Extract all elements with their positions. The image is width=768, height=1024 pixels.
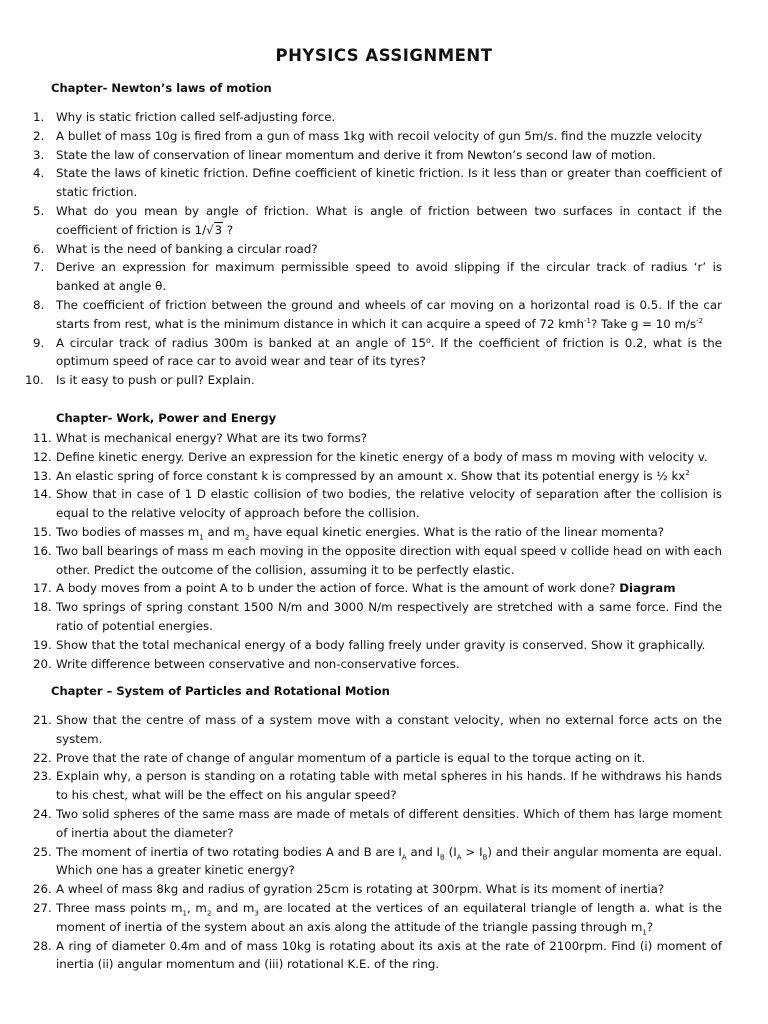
question-text: Write difference between conservative and non-conservative forces. bbox=[56, 656, 460, 671]
question-number: 24. bbox=[33, 806, 52, 821]
question-text: State the law of conservation of linear momentum and derive it from Newton’s second law of motion. bbox=[56, 147, 656, 162]
question-number: 27. bbox=[33, 900, 52, 915]
question-list-work-power-energy bbox=[0, 429, 722, 673]
question-text: (I bbox=[444, 844, 457, 859]
question-text: ? bbox=[646, 919, 654, 934]
question-number: 12. bbox=[33, 449, 52, 464]
question-item bbox=[0, 296, 722, 334]
question-text: -1 bbox=[584, 316, 591, 325]
question-text: A body moves from a point A to b under the action of force. What is the amount of work done? bbox=[56, 581, 620, 596]
question-text: B bbox=[482, 852, 488, 861]
question-text: Three mass points m bbox=[56, 900, 183, 915]
question-text: Show that the centre of mass of a system move with a constant velocity, when no external force acts on the system. bbox=[56, 713, 722, 746]
question-item bbox=[0, 258, 722, 296]
question-text: Diagram bbox=[619, 581, 676, 596]
question-number: 10. bbox=[25, 373, 44, 388]
question-text: ? bbox=[223, 222, 234, 237]
question-text: 2 bbox=[206, 909, 212, 918]
chapter-heading-rotational-motion: Chapter – System of Particles and Rotational Motion bbox=[51, 684, 390, 698]
question-text: 1 bbox=[199, 533, 204, 542]
question-text: The moment of inertia of two rotating bodies A and B are I bbox=[56, 844, 402, 859]
question-text: A ring of diameter 0.4m and of mass 10kg is rotating about its axis at the rate of 2100rpm. Find (i) moment of inertia (ii) angular momentum and (iii) rotational K.E. of the ring. bbox=[56, 938, 722, 972]
question-text: ? Take g = 10 m/s bbox=[590, 316, 697, 331]
question-text: and m bbox=[211, 900, 255, 915]
chapter-heading-newtons-laws: Chapter- Newton’s laws of motion bbox=[51, 81, 272, 95]
question-text: A bbox=[401, 852, 407, 861]
question-number: 20. bbox=[33, 656, 52, 671]
question-item bbox=[0, 598, 722, 636]
question-text: What is the need of banking a circular road? bbox=[56, 241, 318, 256]
question-text: What is mechanical energy? What are its two forms? bbox=[56, 431, 367, 445]
question-number: 18. bbox=[33, 600, 52, 615]
question-text: Two springs of spring constant 1500 N/m and 3000 N/m respectively are stretched with a same force. Find the ratio of potential energies. bbox=[56, 600, 722, 633]
question-text: > I bbox=[461, 844, 483, 859]
question-text: 3 bbox=[254, 909, 259, 918]
question-number: 8. bbox=[33, 297, 45, 312]
question-item bbox=[0, 371, 722, 390]
question-text: Two ball bearings of mass m each moving in the opposite direction with equal speed v collide head on with each other. Predict the outcome of the collision, assuming it to be perfectly elastic. bbox=[56, 543, 722, 577]
question-text: A bbox=[456, 852, 462, 861]
chapter-heading-work-power-energy: Chapter- Work, Power and Energy bbox=[56, 411, 277, 425]
question-text: Show that in case of 1 D elastic collision of two bodies, the relative velocity of separation after the collision is equal to the relative velocity of approach before the collision. bbox=[56, 487, 722, 521]
question-number: 7. bbox=[33, 260, 45, 275]
question-text: Explain why, a person is standing on a rotating table with metal spheres in his hands. If he withdraws his hands to his chest, what will be the effect on his angular speed? bbox=[56, 769, 722, 803]
question-text: Define kinetic energy. Derive an expression for the kinetic energy of a body of mass m moving with velocity v. bbox=[56, 449, 708, 464]
question-item bbox=[0, 579, 722, 598]
question-number: 19. bbox=[33, 637, 52, 652]
question-number: 23. bbox=[33, 769, 52, 784]
question-item bbox=[0, 655, 722, 674]
question-text: 1 bbox=[642, 928, 647, 937]
question-item bbox=[0, 899, 722, 937]
question-item bbox=[0, 164, 722, 202]
question-number: 22. bbox=[33, 750, 52, 765]
question-number: 17. bbox=[33, 581, 52, 596]
question-item bbox=[0, 523, 722, 542]
question-number: 26. bbox=[33, 882, 52, 897]
question-text: Two solid spheres of the same mass are made of metals of different densities. Which of them has large moment of inertia about the diameter? bbox=[56, 806, 722, 840]
page-title: PHYSICS ASSIGNMENT bbox=[275, 46, 493, 65]
question-item bbox=[0, 636, 722, 655]
question-item bbox=[0, 429, 722, 448]
question-text: State the laws of kinetic friction. Define coefficient of kinetic friction. Is it less than or greater than coefficient of static friction. bbox=[56, 166, 722, 200]
question-number: 13. bbox=[33, 468, 52, 483]
question-item bbox=[0, 448, 722, 467]
question-item bbox=[0, 485, 722, 523]
question-number: 4. bbox=[33, 166, 45, 181]
question-number: 11. bbox=[33, 431, 52, 445]
question-item bbox=[0, 749, 722, 768]
question-number: 2. bbox=[33, 128, 45, 143]
question-number: 21. bbox=[33, 713, 52, 727]
question-text: , m bbox=[186, 900, 207, 915]
question-number: 28. bbox=[33, 938, 52, 953]
question-number: 6. bbox=[33, 241, 45, 256]
question-text: Is it easy to push or pull? Explain. bbox=[56, 373, 255, 388]
question-number: 15. bbox=[33, 524, 52, 539]
question-text: and m bbox=[203, 524, 245, 539]
question-item bbox=[0, 127, 722, 146]
question-list-rotational-motion bbox=[0, 711, 722, 974]
question-text: ) and their angular momenta are equal. Which one has a greater kinetic energy? bbox=[56, 844, 722, 878]
question-text: An elastic spring of force constant k is compressed by an amount x. Show that its potential energy is ½ kx bbox=[56, 468, 686, 483]
question-text: A wheel of mass 8kg and radius of gyration 25cm is rotating at 300rpm. What is its moment of inertia? bbox=[56, 882, 665, 897]
question-text: Show that the total mechanical energy of a body falling freely under gravity is conserved. Show it graphically. bbox=[56, 637, 706, 652]
question-text: A circular track of radius 300m is banked at an angle of 15⁰. If the coefficient of friction is 0.2, what is the optimum speed of race car to avoid wear and tear of its tyres? bbox=[56, 335, 722, 369]
question-text: 2 bbox=[685, 468, 690, 477]
question-text: 1 bbox=[182, 909, 187, 918]
question-text: are located at the vertices of an equilateral triangle of length a. what is the moment of inertia of the system about an axis along the attitude of the triangle passing through m bbox=[56, 900, 723, 934]
question-text: Why is static friction called self-adjusting force. bbox=[56, 110, 336, 124]
question-text: have equal kinetic energies. What is the ratio of the linear momenta? bbox=[249, 524, 664, 539]
question-number: 16. bbox=[33, 543, 52, 558]
question-item bbox=[0, 542, 722, 580]
question-number: 14. bbox=[33, 487, 52, 502]
question-text: 3 bbox=[214, 222, 223, 237]
question-number: 9. bbox=[33, 335, 45, 350]
question-item bbox=[0, 711, 722, 749]
question-number: 1. bbox=[33, 110, 45, 124]
question-item bbox=[0, 334, 722, 372]
question-item bbox=[0, 805, 722, 843]
question-item bbox=[0, 108, 722, 127]
question-text: A bullet of mass 10g is fired from a gun of mass 1kg with recoil velocity of gun 5m/s. find the muzzle velocity bbox=[56, 128, 703, 143]
question-text: The coefficient of friction between the ground and wheels of car moving on a horizontal road is 0.5. If the car starts from rest, what is the minimum distance in which it can acquire a speed of 72 kmh bbox=[56, 297, 722, 331]
question-text: 2 bbox=[244, 533, 250, 542]
question-item bbox=[0, 146, 722, 165]
question-text: What do you mean by angle of friction. What is angle of friction between two surfaces in contact if the coefficient of friction is 1/√ bbox=[56, 203, 722, 237]
question-text: B bbox=[440, 852, 445, 861]
question-text: -2 bbox=[696, 316, 704, 325]
question-item bbox=[0, 767, 722, 805]
question-text: Two bodies of masses m bbox=[56, 524, 200, 539]
question-item bbox=[0, 843, 722, 881]
question-item bbox=[0, 240, 722, 259]
question-text: and I bbox=[406, 844, 441, 859]
question-number: 25. bbox=[33, 844, 52, 859]
question-number: 3. bbox=[33, 147, 45, 162]
question-text: Prove that the rate of change of angular momentum of a particle is equal to the torque acting on it. bbox=[56, 750, 646, 765]
question-number: 5. bbox=[33, 203, 45, 218]
question-item bbox=[0, 467, 722, 486]
question-text: Derive an expression for maximum permissible speed to avoid slipping if the circular track of radius ‘r’ is banked at angle θ. bbox=[56, 260, 722, 294]
question-list-newtons-laws bbox=[0, 108, 722, 390]
question-item bbox=[0, 202, 722, 240]
question-item bbox=[0, 937, 722, 975]
question-item bbox=[0, 880, 722, 899]
